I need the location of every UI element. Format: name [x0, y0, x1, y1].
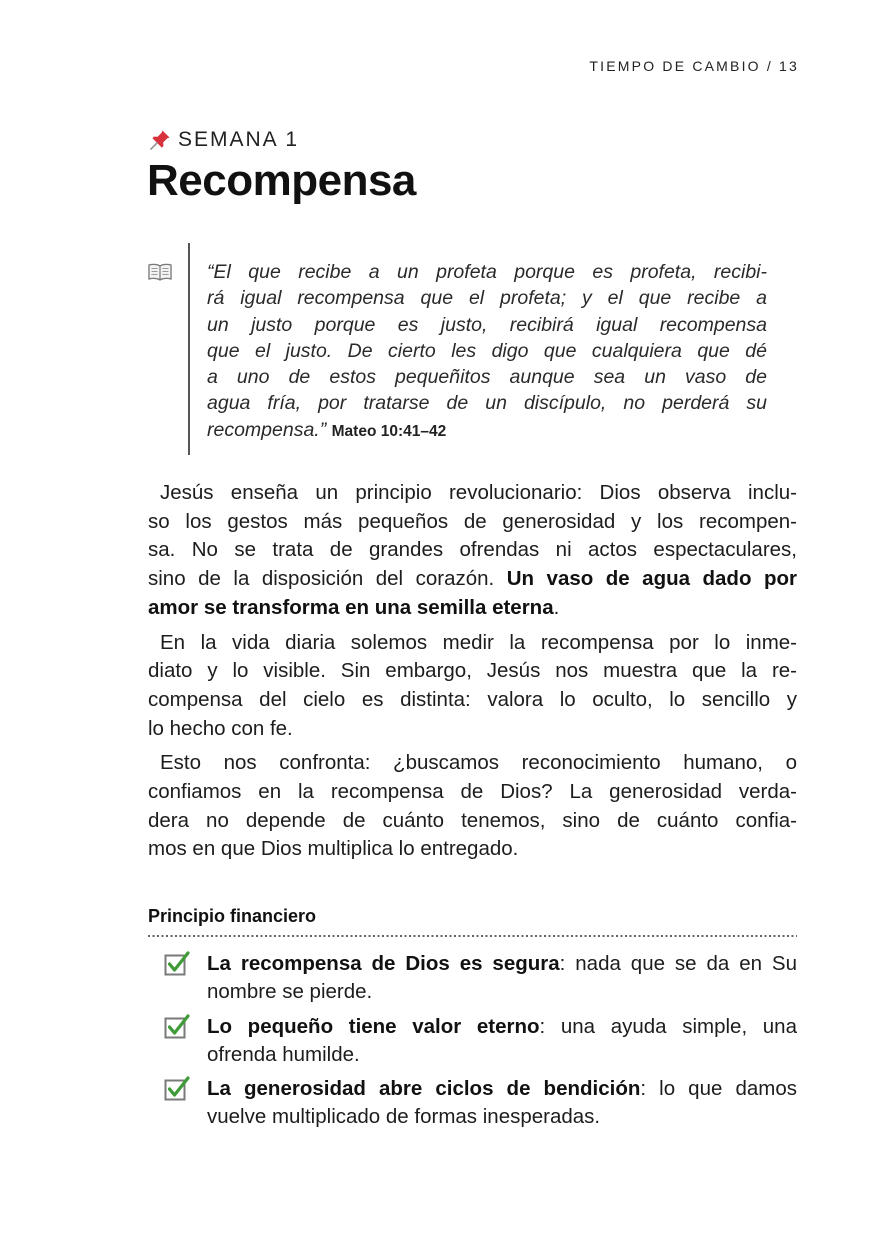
list-item	[148, 950, 797, 1006]
verse-line: a uno de estos pequeñitos aunque sea un vaso de	[207, 366, 767, 389]
dotted-divider	[148, 935, 797, 937]
item-line: nombre se pierde.	[207, 980, 373, 1003]
text-line	[148, 749, 797, 778]
list-item	[148, 1075, 797, 1131]
week-label: SEMANA 1	[178, 128, 300, 151]
verse-reference: Mateo 10:41–42	[331, 422, 447, 440]
item-text: : lo que damos	[640, 1077, 798, 1100]
item-text: : una ayuda simple, una	[539, 1014, 797, 1038]
text-line	[148, 479, 797, 508]
body-text	[148, 479, 797, 864]
page-title: Recompensa	[147, 156, 416, 205]
emphasis-run: amor se transforma en una semilla eterna	[148, 595, 554, 619]
text-run: En la vida diaria solemos medir la recompensa por lo inme-	[160, 630, 797, 654]
verse-line: que el justo. De cierto les digo que cualquiera que dé	[207, 339, 767, 362]
paragraph	[148, 479, 797, 623]
text-line	[148, 686, 797, 715]
list-item	[148, 1013, 797, 1069]
open-book-icon	[147, 262, 173, 282]
text-run: confiamos en la recompensa de Dios? La generosidad verda-	[148, 780, 797, 804]
item-line	[207, 1075, 797, 1103]
paragraph	[148, 629, 797, 744]
text-run: lo hecho con fe.	[148, 716, 293, 740]
item-line: vuelve multiplicado de formas inesperadas.	[207, 1105, 601, 1128]
text-line	[148, 629, 797, 658]
quote-rule	[188, 243, 190, 455]
principle-heading: Principio financiero	[148, 906, 317, 926]
item-line	[207, 950, 797, 978]
text-run: Esto nos confronta: ¿buscamos reconocimiento humano, o	[160, 751, 797, 775]
text-line	[148, 778, 797, 807]
text-line	[148, 807, 797, 836]
text-run: sa. No se trata de grandes ofrendas ni actos espectaculares,	[148, 538, 797, 562]
checked-box-icon	[164, 1075, 191, 1102]
text-line	[148, 715, 797, 744]
bible-verse	[207, 259, 767, 445]
text-line	[148, 536, 797, 565]
text-line	[148, 508, 797, 537]
section-kicker	[148, 127, 299, 153]
text-line	[148, 594, 797, 623]
text-run: Jesús enseña un principio revolucionario: Dios observa inclu-	[160, 481, 797, 504]
item-line: ofrenda humilde.	[207, 1042, 360, 1066]
text-run: diato y lo visible. Sin embargo, Jesús nos muestra que la re-	[148, 659, 797, 683]
item-line	[207, 1013, 797, 1041]
verse-line: rá igual recompensa que el profeta; y el que recibe a	[207, 287, 767, 310]
text-run: .	[553, 595, 560, 619]
item-lead: La generosidad abre ciclos de bendición	[207, 1077, 641, 1100]
verse-last-line: recompensa.”	[207, 418, 327, 441]
running-head: TIEMPO DE CAMBIO / 13	[589, 58, 799, 74]
verse-line: “El que recibe a un profeta porque es profeta, recibi-	[207, 261, 767, 283]
text-run: compensa del cielo es distinta: valora lo oculto, lo sencillo y	[148, 687, 797, 711]
item-lead: Lo pequeño tiene valor eterno	[207, 1014, 540, 1038]
item-text: : nada que se da en Su	[559, 952, 797, 975]
paragraph	[148, 749, 797, 864]
item-lead: La recompensa de Dios es segura	[207, 952, 560, 975]
text-line	[148, 657, 797, 686]
checked-box-icon	[164, 1013, 191, 1040]
text-run: so los gestos más pequeños de generosidad y los recompen-	[148, 509, 797, 533]
text-run: dera no depende de cuánto tenemos, sino de cuánto confia-	[148, 808, 797, 832]
emphasis-run: Un vaso de agua dado por	[506, 567, 797, 591]
text-run: sino de la disposición del corazón.	[148, 567, 507, 591]
principle-list	[148, 950, 797, 1131]
verse-line: agua fría, por tratarse de un discípulo, no perderá su	[207, 392, 767, 415]
verse-line: un justo porque es justo, recibirá igual recompensa	[207, 313, 767, 336]
text-run: mos en que Dios multiplica lo entregado.	[148, 837, 519, 861]
text-line	[148, 835, 797, 864]
verse-line	[207, 417, 767, 445]
text-line	[148, 565, 797, 594]
checked-box-icon	[164, 950, 191, 977]
pushpin-icon	[148, 128, 172, 152]
